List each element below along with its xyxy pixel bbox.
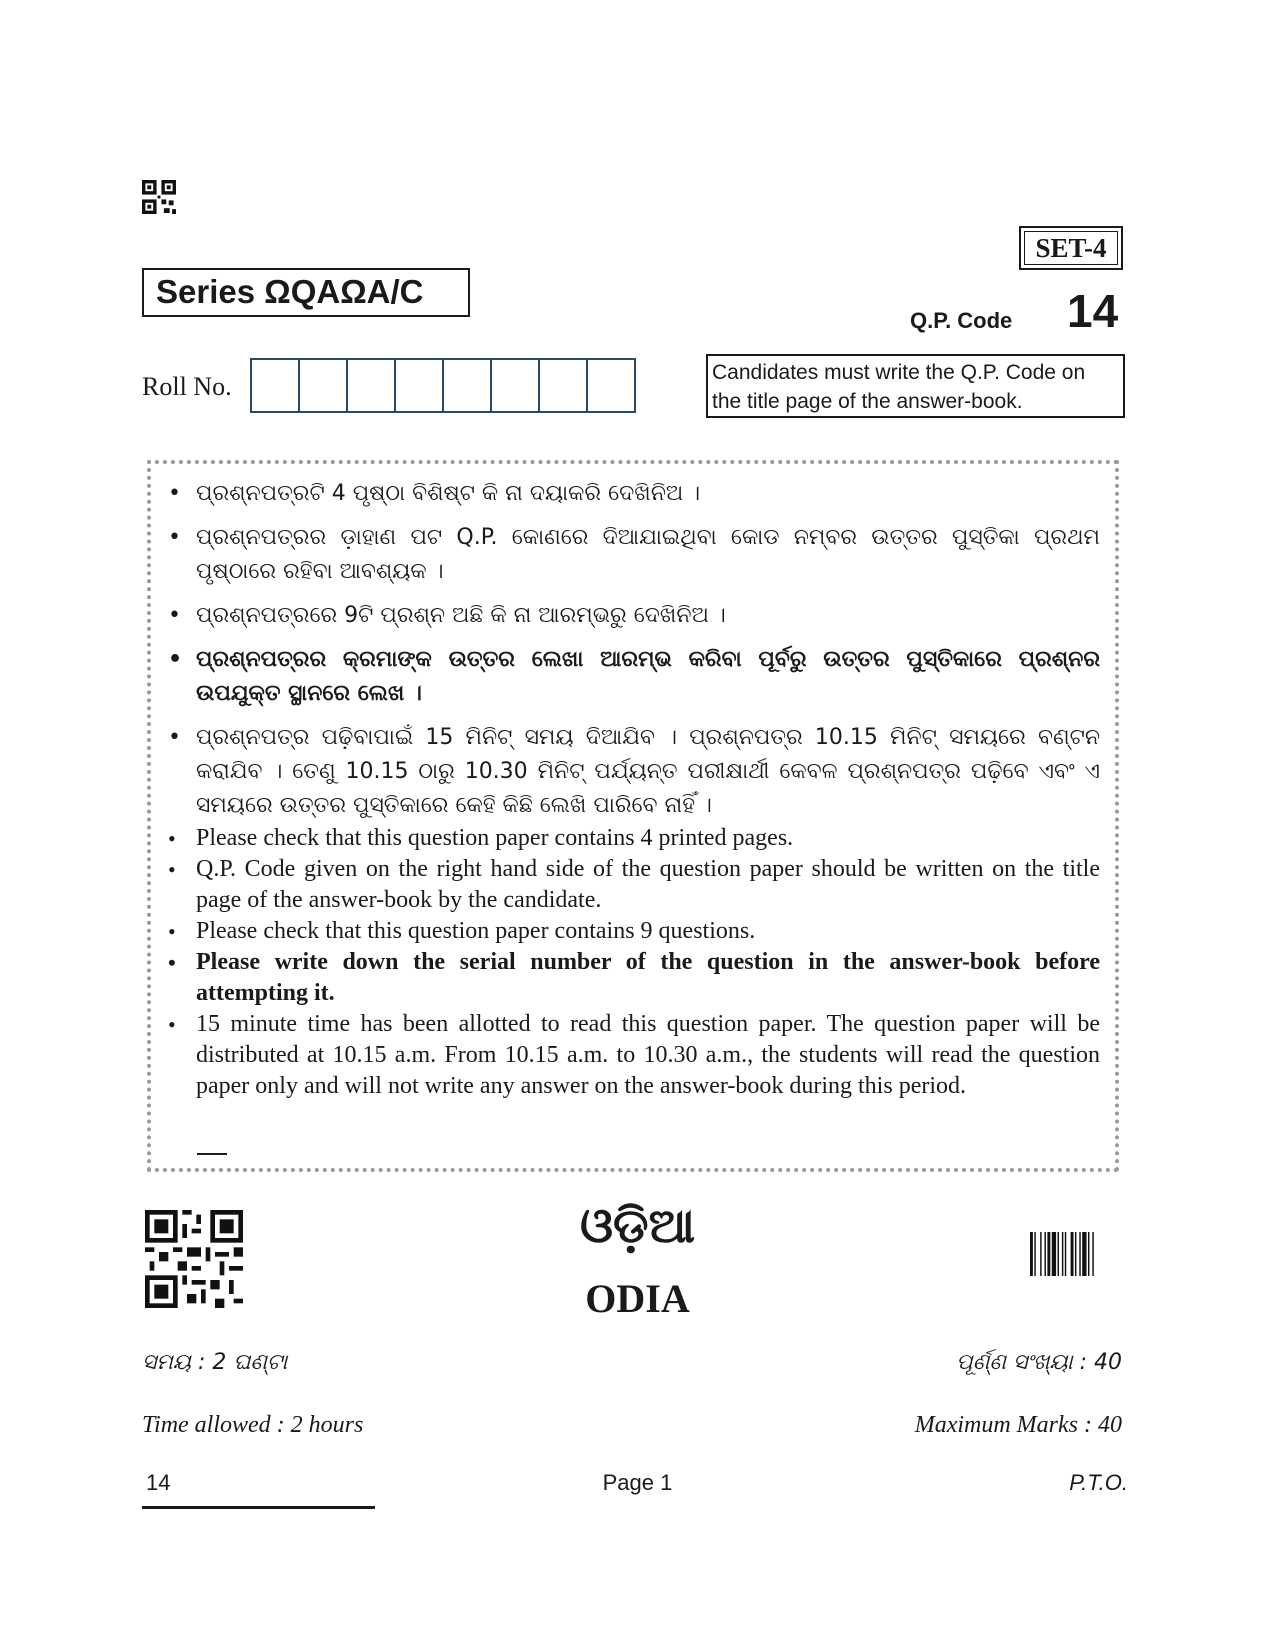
roll-number-box[interactable] <box>250 358 300 413</box>
footer-rule <box>142 1506 375 1509</box>
pto-label: P.T.O. <box>1069 1470 1128 1495</box>
roll-number-box[interactable] <box>394 358 444 413</box>
set-label <box>1019 226 1123 270</box>
subject-title-odia: ଓଡ଼ିଆ <box>579 1198 696 1254</box>
roll-number-box[interactable] <box>298 358 348 413</box>
qp-code-value: 14 <box>1067 285 1119 337</box>
instruction-english-item: • Please check that this question paper contains 4 printed pages. <box>165 823 1100 854</box>
instruction-english-item: • Please write down the serial number of the question in the answer-book before attempting it. <box>165 947 1100 1009</box>
qp-code-label: Q.P. Code <box>910 308 1013 333</box>
instruction-odia-item: • ପ୍ରଶ୍ନପତ୍ରଟି 4 ପୃଷ୍ଠା ବିଶିଷ୍ଟ କି ନା ଦୟାକରି ଦେଖିନିଅ । <box>165 477 1100 511</box>
set-label-inner-border <box>1024 231 1118 265</box>
set-label-text: SET-4 <box>1035 233 1107 263</box>
roll-number-boxes <box>252 358 636 413</box>
subject-title-english: ODIA <box>585 1276 690 1321</box>
instruction-odia-item: • ପ୍ରଶ୍ନପତ୍ରର ଡ଼ାହାଣ ପଟ Q.P. କୋଣରେ ଦିଆଯାଇଥିବା କୋଡ ନମ୍ବର ଉତ୍ତର ପୁସ୍ତିକା ପ୍ରଥମ ପୃଷ୍ଠାରେ ରହିବା ଆବଶ୍ୟକ । <box>165 521 1100 589</box>
page-number: Page 1 <box>602 1470 673 1495</box>
time-allowed-english: Time allowed : 2 hours <box>142 1412 364 1438</box>
maximum-marks-odia: ପୂର୍ଣ୍ଣ ସଂଖ୍ୟା : 40 <box>956 1350 1122 1375</box>
underline-mark <box>197 1153 227 1155</box>
candidate-note: Candidates must write the Q.P. Code on the title page of the answer-book. <box>706 354 1125 418</box>
time-allowed-odia: ସମୟ : 2 ଘଣ୍ଟା <box>142 1350 288 1375</box>
roll-number-box[interactable] <box>538 358 588 413</box>
instruction-english-item: • Please check that this question paper contains 9 questions. <box>165 916 1100 947</box>
qr-code-small-icon <box>142 180 176 214</box>
instruction-odia-item: • ପ୍ରଶ୍ନପତ୍ର ପଢ଼ିବାପାଇଁ 15 ମିନିଟ୍ ସମୟ ଦିଆଯିବ । ପ୍ରଶ୍ନପତ୍ର 10.15 ମିନିଟ୍ ସମୟରେ ବଣ୍ଟନ କରାଯିବ । ତେଣୁ 10.15 ଠାରୁ 10.30 ମିନିଟ୍ ପର୍ଯ୍ୟନ୍ତ ପରୀକ୍ଷାର୍ଥୀ କେବଳ ପ୍ରଶ୍ନପତ୍ର ପଢ଼ିବେ ଏବଂ ଏ ସମୟରେ ଉତ୍ତର ପୁସ୍ତିକାରେ କେହି କିଛି ଲେଖି ପାରିବେ ନାହିଁ । <box>165 721 1100 823</box>
instructions-list <box>165 477 1100 1102</box>
instruction-odia-item: • ପ୍ରଶ୍ନପତ୍ରରେ 9ଟି ପ୍ରଶ୍ନ ଅଛି କି ନା ଆରମ୍ଭରୁ ଦେଖିନିଅ । <box>165 599 1100 633</box>
roll-number-box[interactable] <box>490 358 540 413</box>
roll-number-box[interactable] <box>346 358 396 413</box>
instruction-english-item: • Q.P. Code given on the right hand side of the question paper should be written on the title page of the answer-book by the candidate. <box>165 854 1100 916</box>
instruction-english-item: • 15 minute time has been allotted to read this question paper. The question paper will be distributed at 10.15 a.m. From 10.15 a.m. to 10.30 a.m., the students will read the question paper only and will not write any answer on the answer-book during this period. <box>165 1009 1100 1102</box>
series-label: Series ΩQAΩA/C <box>142 268 470 317</box>
roll-number-label: Roll No. <box>142 372 232 401</box>
roll-number-box[interactable] <box>442 358 492 413</box>
footer-qp-code: 14 <box>146 1470 171 1495</box>
roll-number-box[interactable] <box>586 358 636 413</box>
instruction-odia-item: • ପ୍ରଶ୍ନପତ୍ରର କ୍ରମାଙ୍କ ଉତ୍ତର ଲେଖା ଆରମ୍ଭ କରିବା ପୂର୍ବରୁ ଉତ୍ତର ପୁସ୍ତିକାରେ ପ୍ରଶ୍ନର ଉପଯୁକ୍ତ ସ୍ଥାନରେ ଲେଖ । <box>165 643 1100 711</box>
barcode-icon <box>1030 1232 1116 1276</box>
maximum-marks-english: Maximum Marks : 40 <box>914 1412 1122 1438</box>
